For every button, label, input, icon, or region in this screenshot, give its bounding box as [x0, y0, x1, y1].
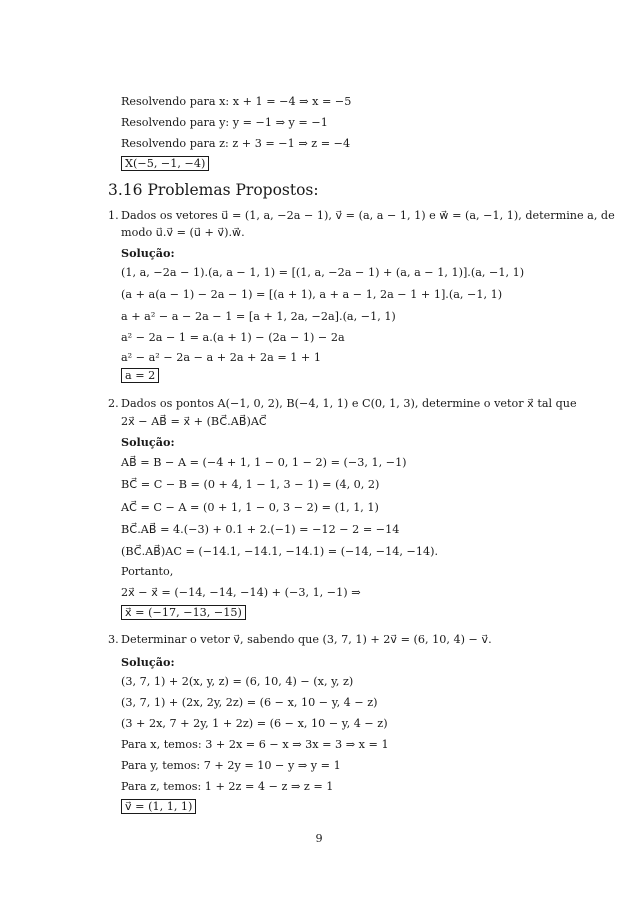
- result-box: a = 2: [121, 368, 159, 383]
- page-number: 9: [315, 832, 323, 845]
- solution-line: AB⃗ = B − A = (−4 + 1, 1 − 0, 1 − 2) = (−3, 1, −1): [121, 456, 407, 469]
- solution-line: Para x, temos: 3 + 2x = 6 − x ⇒ 3x = 3 ⇒ x = 1: [121, 738, 389, 751]
- problem-result: [121, 800, 196, 814]
- solution-line: a² − 2a − 1 = a.(a + 1) − (2a − 1) − 2a: [121, 331, 345, 344]
- solution-line: BC⃗ = C − B = (0 + 4, 1 − 1, 3 − 1) = (4, 0, 2): [121, 478, 380, 491]
- intro-result-box: X(−5, −1, −4): [121, 156, 209, 171]
- solution-line: Portanto,: [121, 565, 174, 578]
- solution-line: Para y, temos: 7 + 2y = 10 − y ⇒ y = 1: [121, 759, 341, 772]
- problem-statement: 2x⃗ − AB⃗ = x⃗ + (BC⃗.AB⃗)AC⃗: [121, 415, 267, 428]
- solution-line: Para z, temos: 1 + 2z = 4 − z ⇒ z = 1: [121, 780, 334, 793]
- problem-number: 3.: [108, 633, 119, 646]
- solution-label: Solução:: [121, 435, 175, 449]
- problem-statement: Determinar o vetor v⃗, sabendo que (3, 7, 1) + 2v⃗ = (6, 10, 4) − v⃗.: [121, 633, 492, 646]
- intro-result: [121, 157, 209, 171]
- intro-line: Resolvendo para z: z + 3 = −1 ⇒ z = −4: [121, 137, 351, 150]
- section-title: 3.16 Problemas Propostos:: [108, 181, 319, 199]
- problem-result: [121, 606, 246, 620]
- solution-line: 2x⃗ − x⃗ = (−14, −14, −14) + (−3, 1, −1) ⇒: [121, 586, 361, 599]
- intro-line: Resolvendo para x: x + 1 = −4 ⇒ x = −5: [121, 95, 352, 108]
- problem-statement: Dados os vetores u⃗ = (1, a, −2a − 1), v⃗ = (a, a − 1, 1) e w⃗ = (a, −1, 1), determine a, de: [121, 209, 615, 222]
- solution-line: (3 + 2x, 7 + 2y, 1 + 2z) = (6 − x, 10 − y, 4 − z): [121, 717, 388, 730]
- solution-line: (3, 7, 1) + (2x, 2y, 2z) = (6 − x, 10 − y, 4 − z): [121, 696, 378, 709]
- solution-line: a² − a² − 2a − a + 2a + 2a = 1 + 1: [121, 351, 321, 364]
- problem-number: 2.: [108, 397, 119, 410]
- problem-statement: modo u⃗.v⃗ = (u⃗ + v⃗).w⃗.: [121, 226, 245, 239]
- solution-line: BC⃗.AB⃗ = 4.(−3) + 0.1 + 2.(−1) = −12 − 2 = −14: [121, 523, 400, 536]
- intro-line: Resolvendo para y: y = −1 ⇒ y = −1: [121, 116, 328, 129]
- problem-number: 1.: [108, 209, 119, 222]
- problem-statement: Dados os pontos A(−1, 0, 2), B(−4, 1, 1) e C(0, 1, 3), determine o vetor x⃗ tal que: [121, 397, 577, 410]
- solution-label: Solução:: [121, 655, 175, 669]
- solution-line: AC⃗ = C − A = (0 + 1, 1 − 0, 3 − 2) = (1, 1, 1): [121, 501, 379, 514]
- result-box: x⃗ = (−17, −13, −15): [121, 605, 246, 620]
- solution-label: Solução:: [121, 246, 175, 260]
- solution-line: (1, a, −2a − 1).(a, a − 1, 1) = [(1, a, −2a − 1) + (a, a − 1, 1)].(a, −1, 1): [121, 266, 525, 279]
- solution-line: (3, 7, 1) + 2(x, y, z) = (6, 10, 4) − (x, y, z): [121, 675, 354, 688]
- solution-line: (a + a(a − 1) − 2a − 1) = [(a + 1), a + a − 1, 2a − 1 + 1].(a, −1, 1): [121, 288, 503, 301]
- solution-line: a + a² − a − 2a − 1 = [a + 1, 2a, −2a].(a, −1, 1): [121, 310, 396, 323]
- solution-line: (BC⃗.AB⃗)AC = (−14.1, −14.1, −14.1) = (−14, −14, −14).: [121, 545, 439, 558]
- result-box: v⃗ = (1, 1, 1): [121, 799, 196, 814]
- problem-result: [121, 369, 159, 383]
